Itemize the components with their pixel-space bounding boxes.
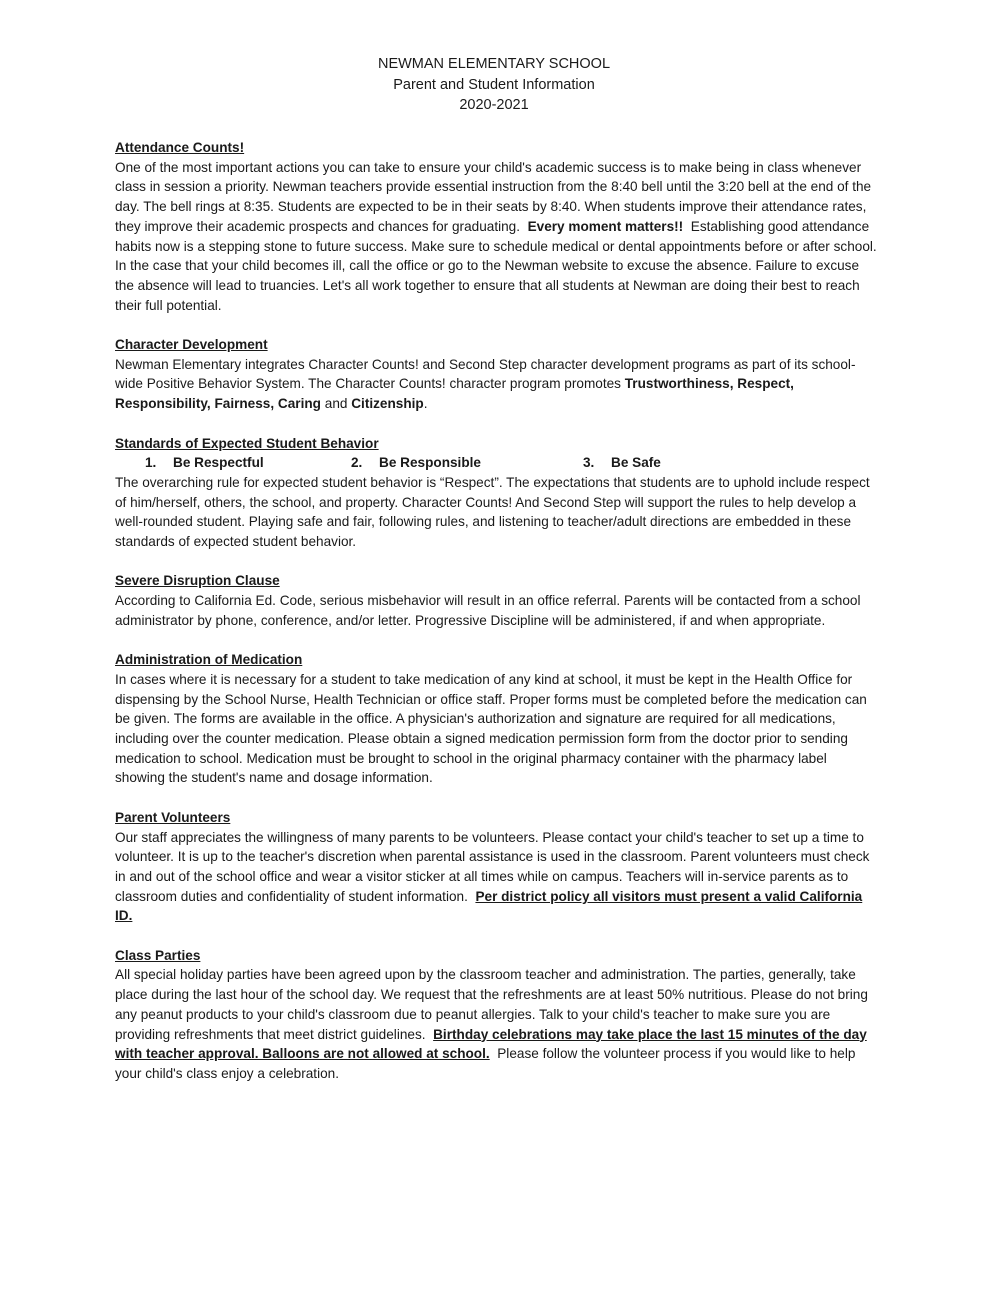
emphasis-text: Birthday celebrations may take place the last 15 minutes of the day with teacher approval. Balloons are not allowed at school. xyxy=(115,1026,867,1062)
section-medication xyxy=(115,650,880,788)
rule-item: 1. Be Respectful xyxy=(145,455,264,471)
section-text: Our staff appreciates the willingness of many parents to be volunteers. Please contact your child's teacher to set up a time to volunteer. It is up to the teacher's discretion when parental assistance is used in the classroom. Parent volunteers must check in and out of the school office and wear a visitor sticker at all times while on campus. Teachers will in-service parents as to classroom duties and confidentiality of student information. Per district policy all visitors must present a valid California ID. xyxy=(115,829,870,924)
section-standards xyxy=(115,434,880,552)
section-title: Character Development xyxy=(115,337,268,353)
section-text: One of the most important actions you can take to ensure your child's academic success is to make being in class whenever class in session a priority. Newman teachers provide essential instruction from the 8:40 bell until the 3:20 bell at the end of the day. The bell rings at 8:35. Students are expected to be in their seats by 8:40. When students improve their attendance rates, they improve their academic prospects and chances for graduating. Every moment matters!! Establishing good attendance habits now is a stepping stone to future success. Make sure to schedule medical or dental appointments before or after school. In the case that your child becomes ill, call the office or go to the Newman website to excuse the absence. Failure to excuse the absence will lead to truancies. Let's all work together to ensure that all students at Newman are doing their best to reach their full potential. xyxy=(115,159,877,313)
document-subtitle: Parent and Student Information xyxy=(393,76,595,93)
section-title: Class Parties xyxy=(115,947,201,963)
school-name: NEWMAN ELEMENTARY SCHOOL xyxy=(377,56,611,72)
policy-text: Per district policy all visitors must present a valid California ID. xyxy=(115,888,863,924)
section-title: Severe Disruption Clause xyxy=(115,573,280,589)
section-text: Newman Elementary integrates Character Counts! and Second Step character development programs as part of its school-wide Positive Behavior System. The Character Counts! character program promotes Trustworthiness, Respect, Responsibility, Fairness, Caring and Citizenship. xyxy=(115,356,856,412)
school-year: 2020-2021 xyxy=(459,97,529,113)
document-header xyxy=(0,54,988,116)
section-text: According to California Ed. Code, serious misbehavior will result in an office referral. Parents will be contacted from a school administrator by phone, conference, and/or letter. Progressive Discipline will be administered, if and when appropriate. xyxy=(115,593,861,628)
rule-item: 2. Be Responsible xyxy=(351,455,481,471)
emphasis-text: Every moment matters!! xyxy=(527,218,684,234)
document-body xyxy=(115,138,880,1103)
section-title: Parent Volunteers xyxy=(115,809,231,825)
rule-item: 3. Be Safe xyxy=(583,455,661,471)
section-title: Attendance Counts! xyxy=(115,140,245,155)
section-attendance xyxy=(115,138,880,315)
section-text: The overarching rule for expected student behavior is “Respect”. The expectations that students are to uphold include respect of him/herself, others, the school, and property. Character Counts! And Second Step will support the rules to help develop a well-rounded student. Playing safe and fair, following rules, and listening to teacher/adult directions are embedded in these standards of expected student behavior. xyxy=(115,474,870,550)
section-character xyxy=(115,335,880,414)
section-parties xyxy=(115,946,880,1084)
behavior-rules-list xyxy=(115,453,880,473)
section-text: All special holiday parties have been agreed upon by the classroom teacher and administration. The parties, generally, take place during the last hour of the school day. We request that the refreshments are at least 50% nutritious. Please do not bring any peanut products to your child's classroom due to peanut allergies. Talk to your child's teacher to make sure you are providing refreshments that meet district guidelines. Birthday celebrations may take place the last 15 minutes of the day with teacher approval. Balloons are not allowed at school. Please follow the volunteer process if you would like to help your child's class enjoy a celebration. xyxy=(115,967,868,1081)
section-disruption xyxy=(115,571,880,630)
section-volunteers xyxy=(115,808,880,926)
section-title: Standards of Expected Student Behavior xyxy=(115,435,379,451)
section-text: In cases where it is necessary for a student to take medication of any kind at school, it must be kept in the Health Office for dispensing by the School Nurse, Health Technician or office staff. Proper forms must be completed before the medication can be given. The forms are available in the office. A physician's authorization and signature are required for all medications, including over the counter medication. Please obtain a signed medication permission form from the doctor prior to sending medication to school. Medication must be brought to school in the original pharmacy container with the pharmacy label showing the student's name and dosage information. xyxy=(115,671,867,786)
section-title: Administration of Medication xyxy=(115,652,303,668)
